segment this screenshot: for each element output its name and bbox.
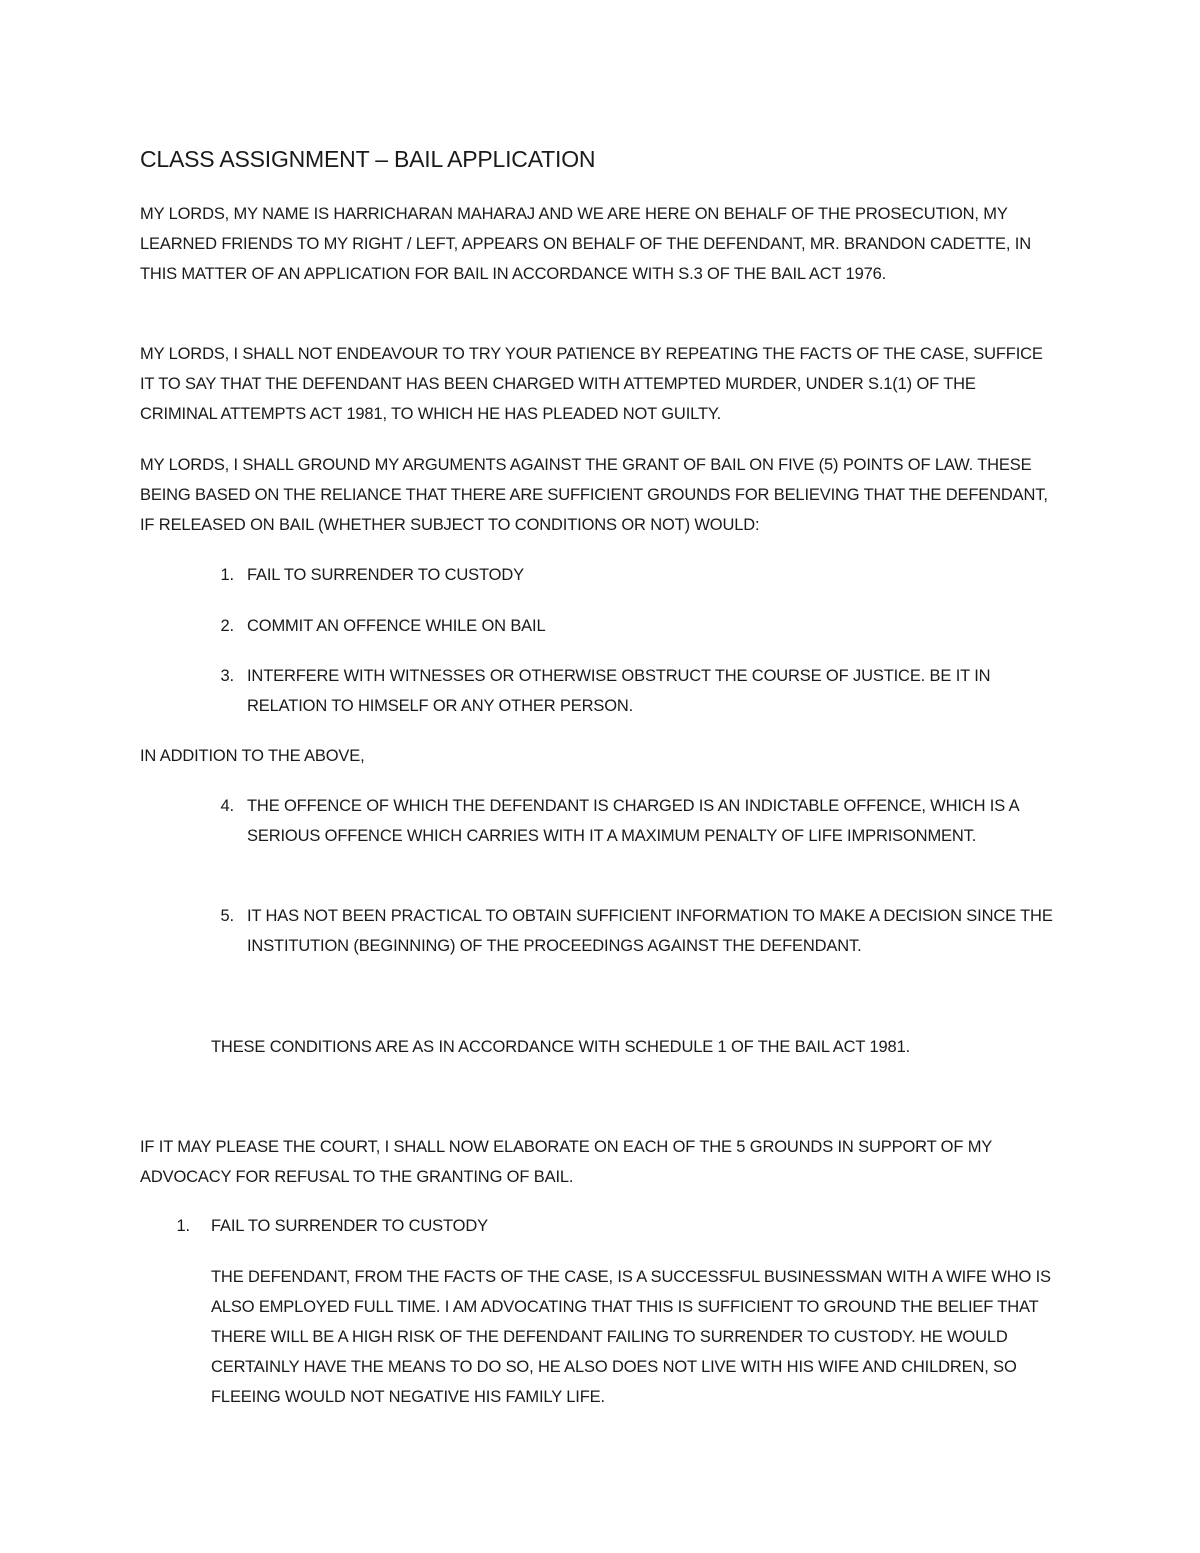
ground-list-item (206, 611, 1056, 641)
section-heading-text: FAIL TO SURRENDER TO CUSTODY (211, 1217, 488, 1235)
list-number: 2. (220, 617, 234, 635)
facts-paragraph: MY LORDS, I SHALL NOT ENDEAVOUR TO TRY YOUR PATIENCE BY REPEATING THE FACTS OF THE CASE, SUFFICE IT TO SAY THAT THE DEFENDANT HAS BEEN CHARGED WITH ATTEMPTED MURDER, UNDER S.1(1) OF THE CRIMINAL ATTEMPTS ACT 1981, TO WHICH HE HAS PLEADED NOT GUILTY. (140, 345, 1043, 423)
in-addition-line: IN ADDITION TO THE ABOVE, (140, 747, 365, 765)
document-title: CLASS ASSIGNMENT – BAIL APPLICATION (140, 146, 596, 172)
intro-paragraph: MY LORDS, MY NAME IS HARRICHARAN MAHARAJ AND WE ARE HERE ON BEHALF OF THE PROSECUTION, MY LEARNED FRIENDS TO MY RIGHT / LEFT, APPEARS ON BEHALF OF THE DEFENDANT, MR. BRANDON CADETTE, IN THIS MATTER OF AN APPLICATION FOR BAIL IN ACCORDANCE WITH S.3 OF THE BAIL ACT 1976. (140, 205, 1031, 283)
list-item-text: COMMIT AN OFFENCE WHILE ON BAIL (247, 617, 546, 635)
list-item-text: FAIL TO SURRENDER TO CUSTODY (247, 566, 524, 584)
list-number: 5. (220, 907, 234, 925)
list-number: 3. (220, 667, 234, 685)
list-item-text: THE OFFENCE OF WHICH THE DEFENDANT IS CHARGED IS AN INDICTABLE OFFENCE, WHICH IS A SERIOUS OFFENCE WHICH CARRIES WITH IT A MAXIMUM PENALTY OF LIFE IMPRISONMENT. (247, 797, 1019, 845)
section-body-paragraph: THE DEFENDANT, FROM THE FACTS OF THE CASE, IS A SUCCESSFUL BUSINESSMAN WITH A WIFE WHO IS ALSO EMPLOYED FULL TIME. I AM ADVOCATING THAT THIS IS SUFFICIENT TO GROUND THE BELIEF THAT THERE WILL BE A HIGH RISK OF THE DEFENDANT FAILING TO SURRENDER TO CUSTODY. HE WOULD CERTAINLY HAVE THE MEANS TO DO SO, HE ALSO DOES NOT LIVE WITH HIS WIFE AND CHILDREN, SO FLEEING WOULD NOT NEGATIVE HIS FAMILY LIFE. (211, 1268, 1051, 1406)
elaborate-paragraph: IF IT MAY PLEASE THE COURT, I SHALL NOW ELABORATE ON EACH OF THE 5 GROUNDS IN SUPPORT OF MY ADVOCACY FOR REFUSAL TO THE GRANTING OF BAIL. (140, 1138, 992, 1186)
ground-list-item (206, 901, 1056, 961)
list-item-text: INTERFERE WITH WITNESSES OR OTHERWISE OBSTRUCT THE COURSE OF JUSTICE. BE IT IN RELATION TO HIMSELF OR ANY OTHER PERSON. (247, 667, 991, 715)
grounds-intro-paragraph: MY LORDS, I SHALL GROUND MY ARGUMENTS AGAINST THE GRANT OF BAIL ON FIVE (5) POINTS OF LAW. THESE BEING BASED ON THE RELIANCE THAT THERE ARE SUFFICIENT GROUNDS FOR BELIEVING THAT THE DEFENDANT, IF RELEASED ON BAIL (WHETHER SUBJECT TO CONDITIONS OR NOT) WOULD: (140, 456, 1048, 534)
conditions-paragraph: THESE CONDITIONS ARE AS IN ACCORDANCE WITH SCHEDULE 1 OF THE BAIL ACT 1981. (211, 1038, 911, 1056)
list-number: 4. (220, 797, 234, 815)
ground-list-item (206, 791, 1056, 851)
ground-list-item (206, 560, 1056, 590)
section-heading (164, 1211, 1064, 1241)
ground-list-item (206, 661, 1056, 721)
list-number: 1. (220, 566, 234, 584)
list-item-text: IT HAS NOT BEEN PRACTICAL TO OBTAIN SUFFICIENT INFORMATION TO MAKE A DECISION SINCE THE INSTITUTION (BEGINNING) OF THE PROCEEDINGS AGAINST THE DEFENDANT. (247, 907, 1053, 955)
section-number: 1. (176, 1217, 190, 1235)
